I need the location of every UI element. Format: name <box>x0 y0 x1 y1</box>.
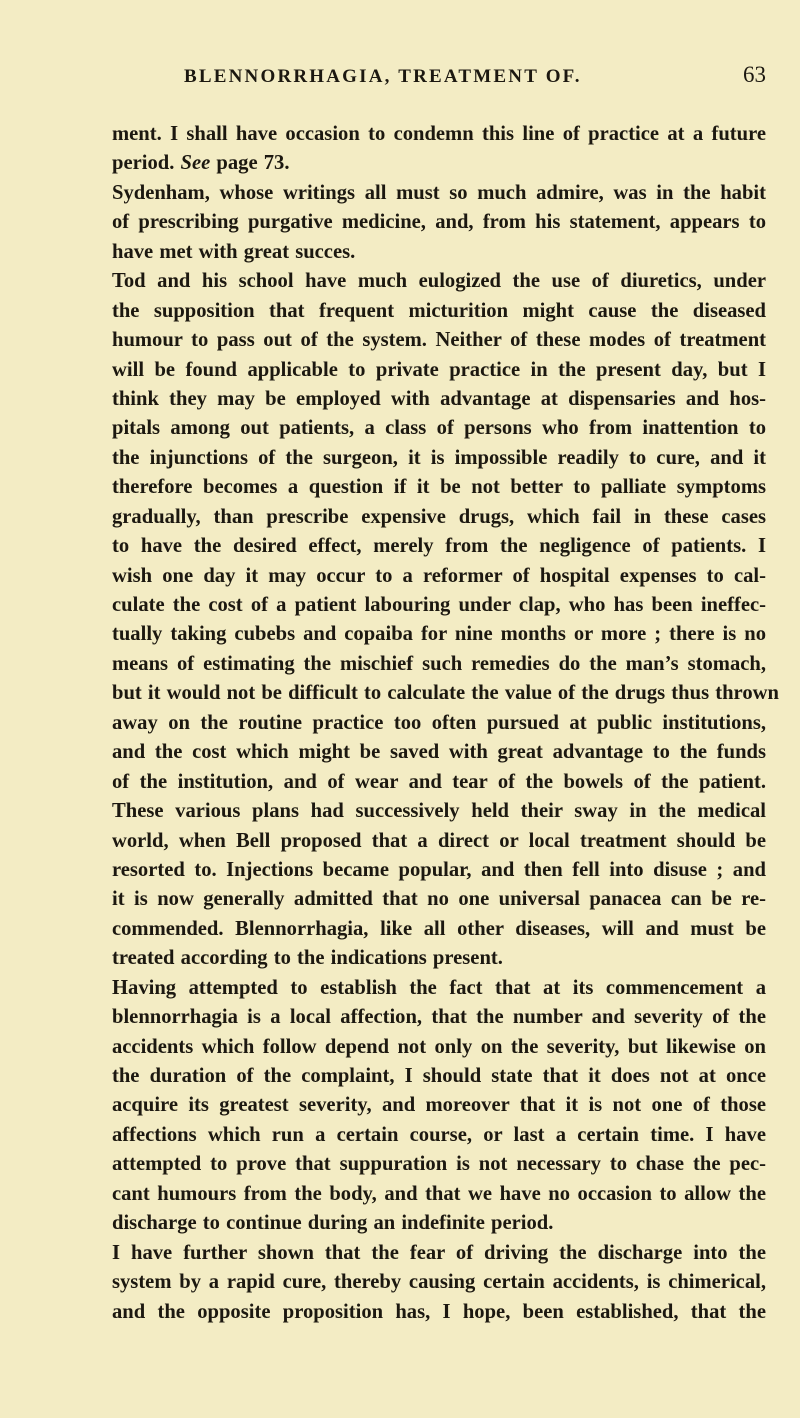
text-line: acquire its greatest severity, and moreover that it is not one of those <box>112 1094 766 1117</box>
text-line: world, when Bell proposed that a direct or local treatment should be <box>112 829 766 852</box>
text-line: gradually, than prescribe expensive drugs, which fail in these cases <box>112 505 766 528</box>
text-line: Having attempted to establish the fact that at its commencement a <box>112 976 766 999</box>
text-line: therefore becomes a question if it be not better to palliate symptoms <box>112 476 766 499</box>
text-line: accidents which follow depend not only on the severity, but likewise on <box>112 1035 766 1058</box>
text-line: the duration of the complaint, I should state that it does not at once <box>112 1065 766 1087</box>
text-line: humour to pass out of the system. Neither of these modes of treatment <box>112 329 766 352</box>
page-header <box>112 62 766 92</box>
text-line: Tod and his school have much eulogized the use of diuretics, under <box>112 270 766 293</box>
text-line: wish one day it may occur to a reformer of hospital expenses to cal- <box>112 564 766 587</box>
text-line: of the institution, and of wear and tear of the bowels of the patient. <box>112 770 766 793</box>
body-text <box>112 120 779 1327</box>
text-line: commended. Blennorrhagia, like all other diseases, will and must be <box>112 917 766 940</box>
text-line: it is now generally admitted that no one universal panacea can be re- <box>112 888 766 911</box>
text-line: discharge to continue during an indefinite period. <box>112 1212 554 1235</box>
running-head: BLENNORRHAGIA, TREATMENT OF. <box>184 66 582 87</box>
text-line: have met with great succes. <box>112 240 356 263</box>
text-line: think they may be employed with advantage at dispensaries and hos- <box>112 387 766 410</box>
text-line: pitals among out patients, a class of persons who from inattention to <box>112 417 766 440</box>
text-line: culate the cost of a patient labouring under clap, who has been ineffec- <box>112 594 766 616</box>
text-line: attempted to prove that suppuration is not necessary to chase the pec- <box>112 1153 766 1176</box>
text-line: tually taking cubebs and copaiba for nine months or more ; there is no <box>112 623 766 646</box>
see-reference: See <box>180 152 211 175</box>
text-line: but it would not be difficult to calculate the value of the drugs thus thrown <box>112 682 779 705</box>
text-line: treated according to the indications present. <box>112 947 503 970</box>
text-line: I have further shown that the fear of driving the discharge into the <box>112 1241 766 1264</box>
text-line: resorted to. Injections became popular, and then fell into disuse ; and <box>112 858 766 881</box>
text-line: system by a rapid cure, thereby causing certain accidents, is chimerical, <box>112 1271 766 1294</box>
text-line: Sydenham, whose writings all must so much admire, was in the habit <box>112 181 766 204</box>
text-line: to have the desired effect, merely from the negligence of patients. I <box>112 535 766 558</box>
text-line: and the cost which might be saved with great advantage to the funds <box>112 741 766 764</box>
page-number: 63 <box>743 62 766 87</box>
text-line <box>112 149 766 178</box>
text-line: and the opposite proposition has, I hope, been established, that the <box>112 1300 766 1323</box>
text-line: ment. I shall have occasion to condemn this line of practice at a future <box>112 123 766 145</box>
text-line-content: period. See page 73. <box>112 152 290 175</box>
text-line: These various plans had successively held their sway in the medical <box>112 800 766 823</box>
text-line: means of estimating the mischief such remedies do the man’s stomach, <box>112 652 766 675</box>
text-line: the supposition that frequent micturition might cause the diseased <box>112 299 766 322</box>
text-line: the injunctions of the surgeon, it is impossible readily to cure, and it <box>112 446 766 469</box>
text-line: away on the routine practice too often pursued at public institutions, <box>112 711 766 734</box>
text-line: cant humours from the body, and that we have no occasion to allow the <box>112 1182 766 1205</box>
text-line: of prescribing purgative medicine, and, from his statement, appears to <box>112 211 766 234</box>
text-line: affections which run a certain course, or last a certain time. I have <box>112 1123 766 1146</box>
text-line: blennorrhagia is a local affection, that the number and severity of the <box>112 1006 766 1029</box>
text-line: will be found applicable to private practice in the present day, but I <box>112 358 766 381</box>
